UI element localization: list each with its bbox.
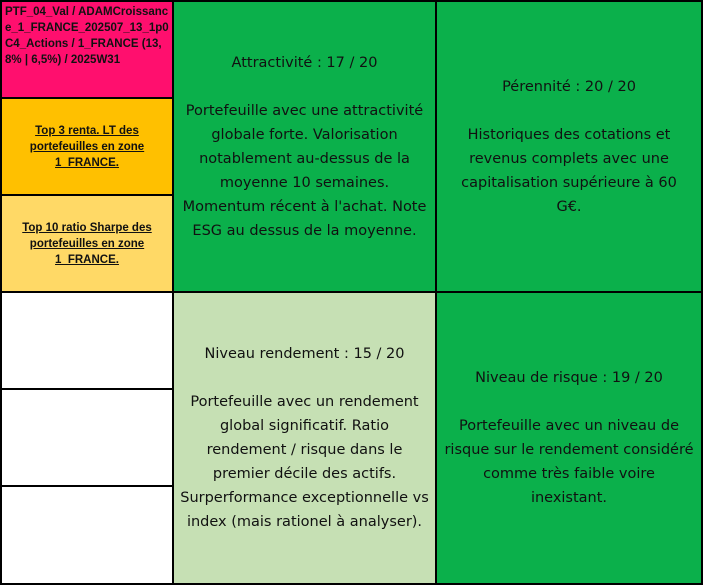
portfolio-header-text: PTF_04_Val / ADAMCroissance_1_FRANCE_202507_13_1p0 C4_Actions / 1_FRANCE (13,8% | 6,5%) / 2025W31	[5, 6, 169, 66]
perennite-body: Historiques des cotations et revenus complets avec une capitalisation supérieure à 60 G€.	[461, 126, 677, 215]
card-perennite	[435, 0, 703, 293]
attractivite-body: Portefeuille avec une attractivité globale forte. Valorisation notablement au-dessus de la moyenne 10 semaines. Momentum récent à l'achat. Note ESG au dessus de la moyenne.	[182, 102, 427, 239]
empty-slot-3	[0, 485, 174, 585]
empty-slot-1	[0, 291, 174, 390]
attractivite-title: Attractivité : 17 / 20	[231, 54, 378, 71]
badge-top3-text: Top 3 renta. LT des portefeuilles en zone 1_FRANCE.	[29, 124, 145, 169]
card-attractivite	[172, 0, 437, 293]
empty-slot-2	[0, 388, 174, 487]
rendement-title: Niveau rendement : 15 / 20	[204, 346, 405, 362]
badge-top3-rentabilite	[0, 97, 174, 196]
card-rendement	[172, 291, 437, 585]
badge-top10-sharpe	[0, 194, 174, 293]
rendement-body: Portefeuille avec un rendement global significatif. Ratio rendement / risque dans le premier décile des actifs. Surperformance exceptionnelle vs index (mais rationel à analyser).	[180, 394, 429, 530]
badge-top10-text: Top 10 ratio Sharpe des portefeuilles en zone 1_FRANCE.	[22, 221, 152, 266]
card-risque	[435, 291, 703, 585]
portfolio-header	[0, 0, 174, 99]
perennite-title: Pérennité : 20 / 20	[502, 78, 636, 95]
risque-body: Portefeuille avec un niveau de risque sur le rendement considéré comme très faible voire inexistant.	[444, 418, 694, 506]
risque-title: Niveau de risque : 19 / 20	[475, 370, 663, 386]
